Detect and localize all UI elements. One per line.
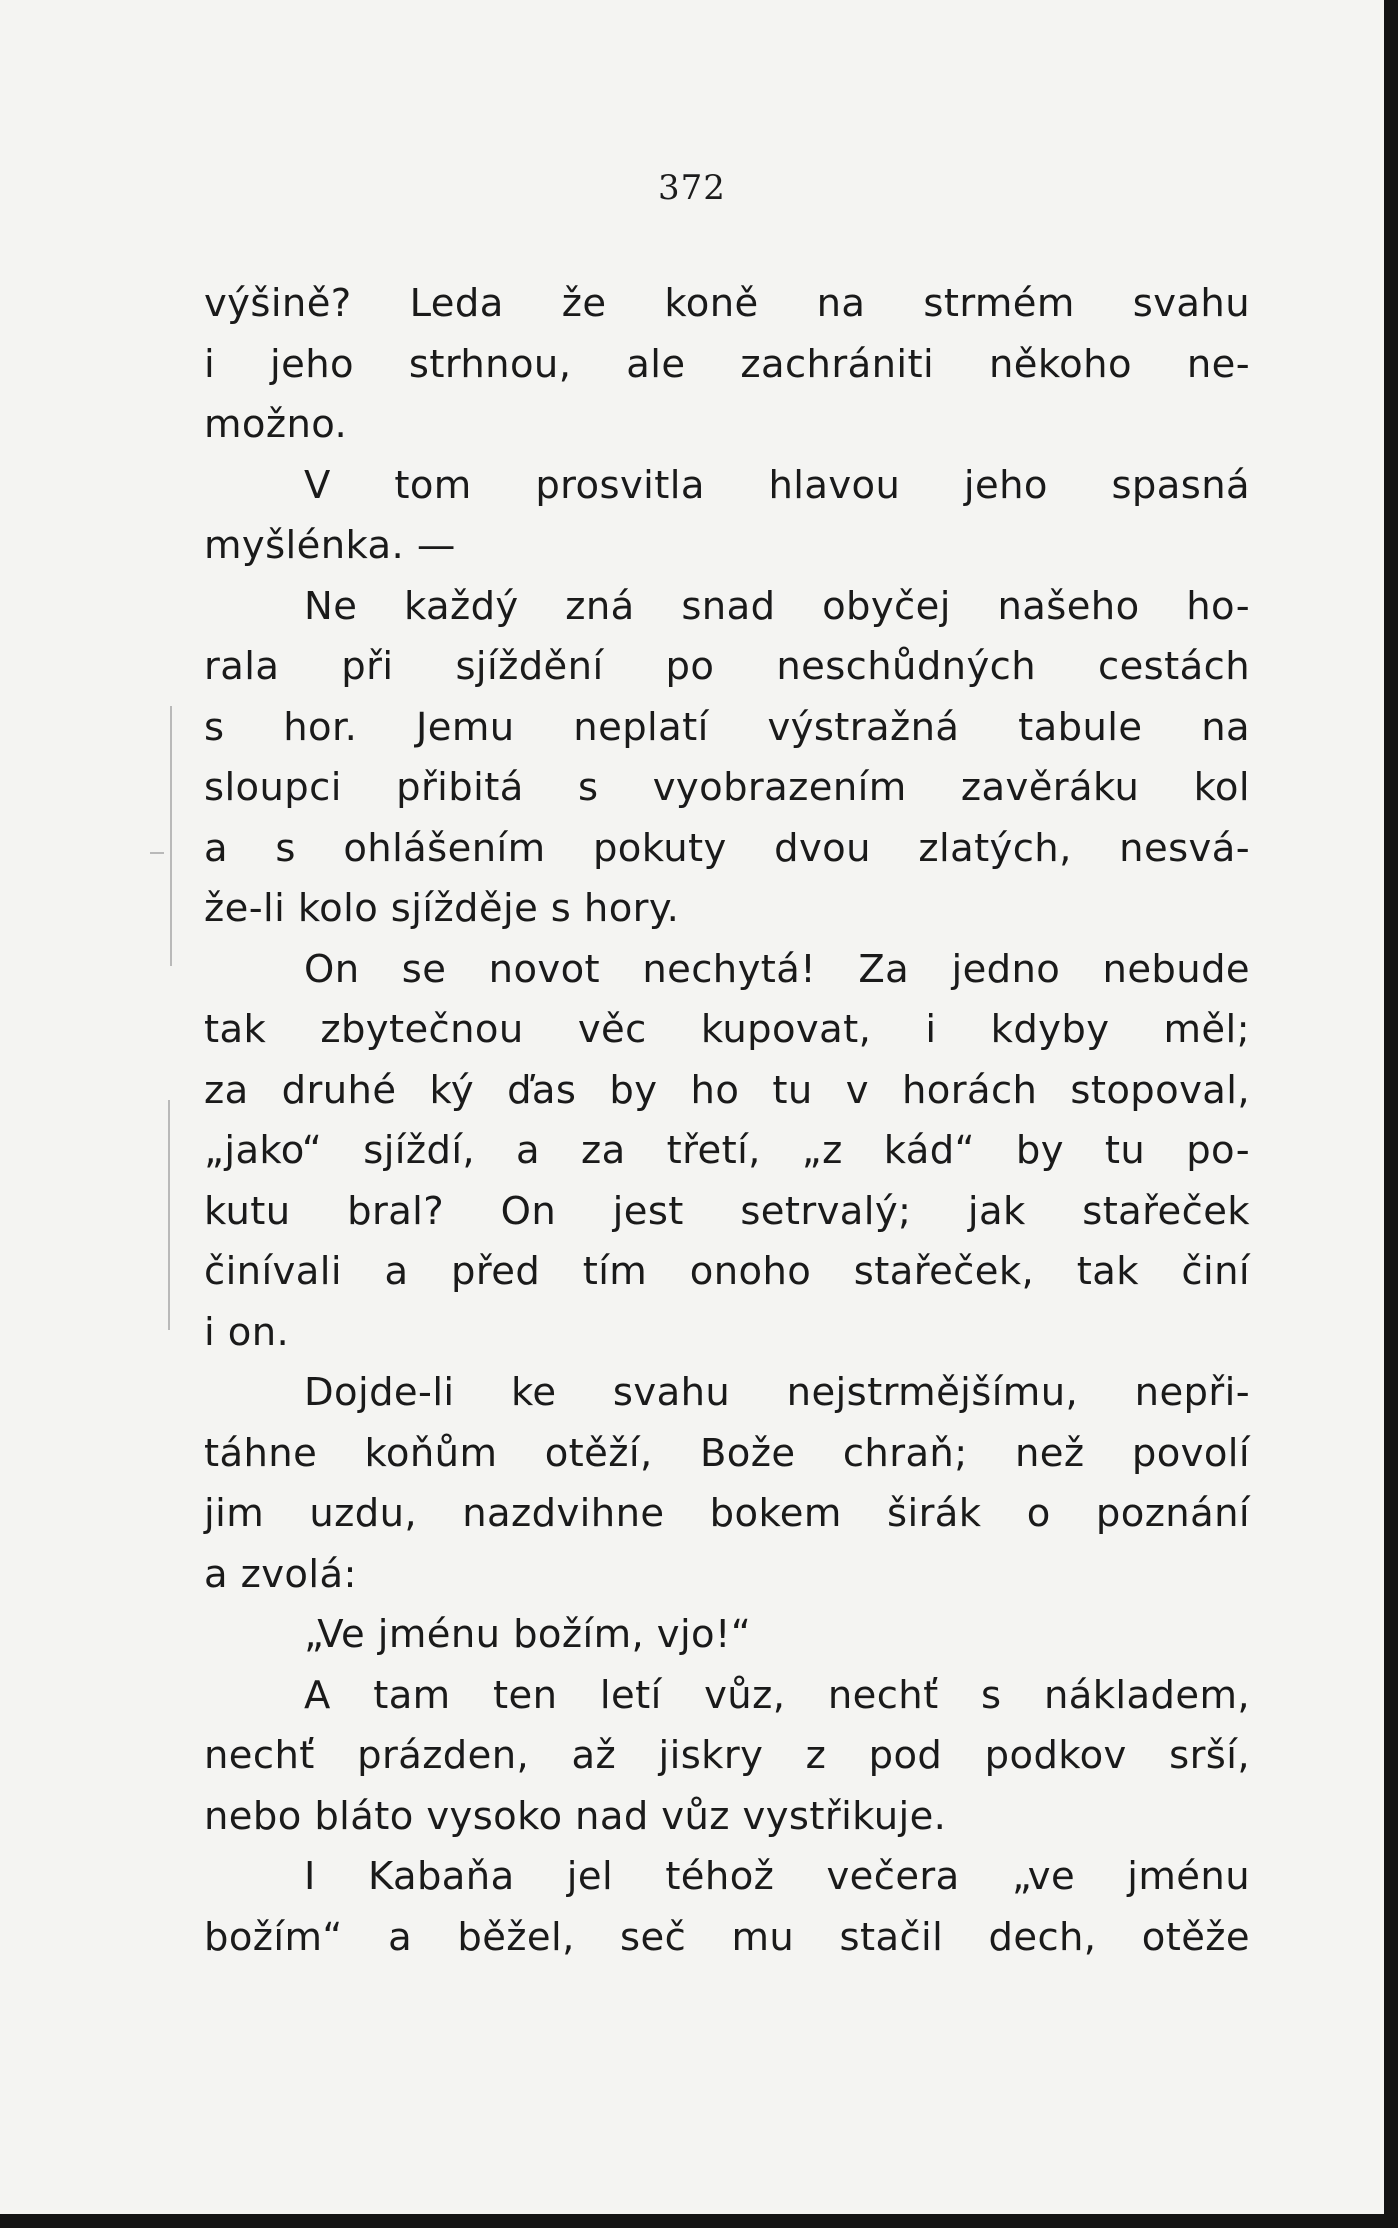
text-line: že-li kolo sjížděje s hory. xyxy=(204,886,680,931)
text-line: výšině? Leda že koně na strmém svahu xyxy=(204,281,1250,326)
text-line: tak zbytečnou věc kupovat, i kdyby měl; xyxy=(204,1007,1250,1052)
text-line: nechť prázden, až jiskry z pod podkov srší, xyxy=(204,1733,1250,1778)
text-line: „Ve jménu božím, vjo!“ xyxy=(304,1612,752,1657)
text-line: nebo bláto vysoko nad vůz vystřikuje. xyxy=(204,1793,947,1839)
text-line: A tam ten letí vůz, nechť s nákladem, xyxy=(304,1672,1250,1718)
scan-border-bottom xyxy=(0,2214,1398,2228)
text-line: sloupci přibitá s vyobrazením zavěráku kol xyxy=(204,765,1250,810)
text-line: rala při sjíždění po neschůdných cestách xyxy=(204,644,1250,689)
text-line: a zvolá: xyxy=(204,1551,357,1597)
body-text xyxy=(204,274,1250,1968)
text-line: za druhé ký ďas by ho tu v horách stopoval, xyxy=(204,1067,1250,1113)
scan-mark xyxy=(150,852,164,854)
text-line: a s ohlášením pokuty dvou zlatých, nesvá- xyxy=(204,825,1250,871)
text-line: „jako“ sjíždí, a za třetí, „z kád“ by tu po- xyxy=(204,1128,1250,1173)
text-line: jim uzdu, nazdvihne bokem širák o poznání xyxy=(204,1491,1250,1536)
text-line: Ne každý zná snad obyčej našeho ho- xyxy=(304,583,1250,629)
text-line: i jeho strhnou, ale zachrániti někoho ne- xyxy=(204,341,1250,387)
text-line: V tom prosvitla hlavou jeho spasná xyxy=(304,462,1250,508)
text-line: On se novot nechytá! Za jedno nebude xyxy=(304,946,1250,992)
page-number: 372 xyxy=(658,168,726,208)
text-line: Dojde-li ke svahu nejstrmějšímu, nepři- xyxy=(304,1370,1250,1415)
scan-border-right xyxy=(1384,0,1398,2228)
text-line: kutu bral? On jest setrvalý; jak stařeček xyxy=(204,1188,1250,1234)
text-line: božím“ a běžel, seč mu stačil dech, otěže xyxy=(204,1914,1250,1960)
text-line: i on. xyxy=(204,1309,290,1355)
text-line: myšlénka. — xyxy=(204,523,456,568)
text-line: táhne koňům otěží, Bože chraň; než povolí xyxy=(204,1430,1250,1476)
text-line: možno. xyxy=(204,402,348,447)
text-line: činívali a před tím onoho stařeček, tak činí xyxy=(204,1249,1250,1294)
scan-mark xyxy=(168,1100,170,1330)
text-line: I Kabaňa jel téhož večera „ve jménu xyxy=(304,1854,1250,1899)
text-line: s hor. Jemu neplatí výstražná tabule na xyxy=(204,704,1250,750)
scan-mark xyxy=(170,706,172,966)
